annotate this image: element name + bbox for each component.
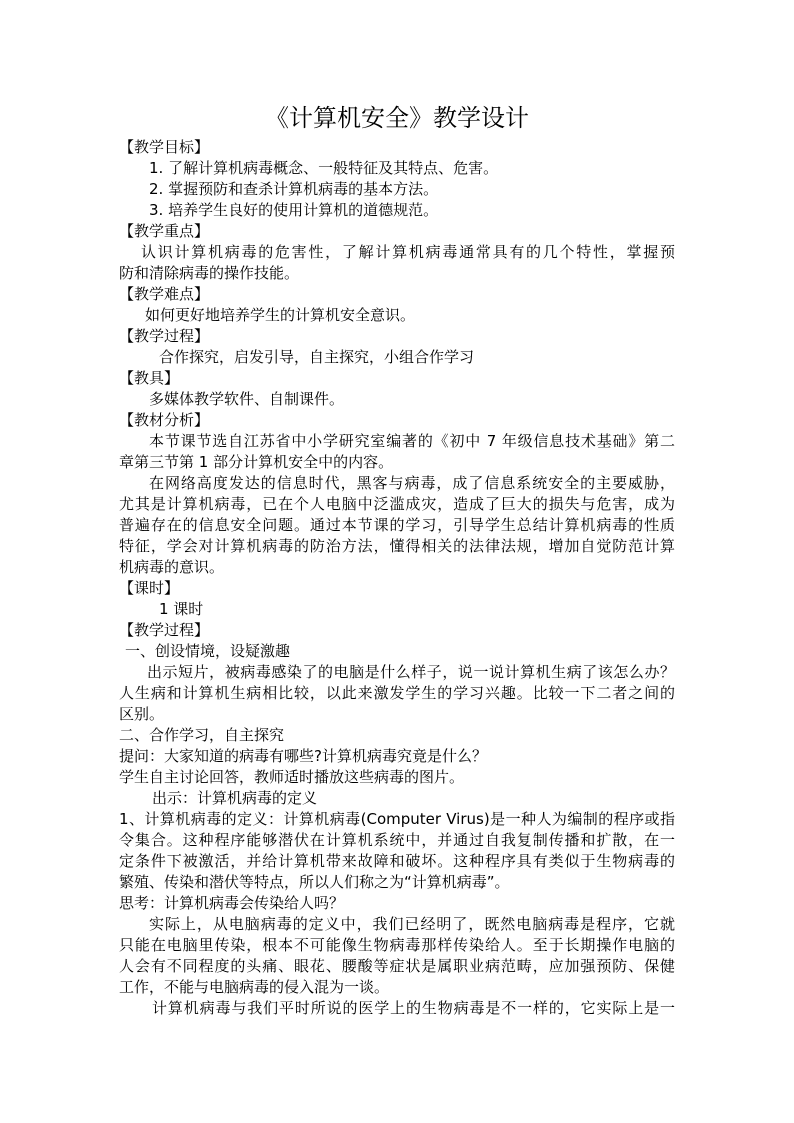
definition-text: 令集合。这种程序能够潜伏在计算机系统中，并通过自我复制传播和扩散，在一: [119, 831, 675, 849]
definition-text: 定条件下被激活，并给计算机带来故障和破坏。这种程序具有类似于生物病毒的: [119, 852, 675, 870]
process-heading: 【教学过程】: [119, 621, 210, 639]
definition-text: 1、计算机病毒的定义：计算机病毒(Computer Virus)是一种人为编制的程序或指: [119, 810, 675, 828]
analysis-text: 在网络高度发达的信息时代，黑客与病毒，成了信息系统安全的主要威胁，: [149, 474, 675, 492]
analysis-text: 本节课节选自江苏省中小学研究室编著的《初中 7 年级信息技术基础》第二: [149, 432, 675, 450]
section-text: 出示短片，被病毒感染了的电脑是什么样子，说一说计算机生病了该怎么办？: [147, 663, 675, 681]
difficulty-heading: 【教学难点】: [119, 285, 210, 303]
key-points-text: 认识计算机病毒的危害性，了解计算机病毒通常具有的几个特性，掌握预: [141, 243, 675, 261]
answer-text: 工作，不能与电脑病毒的侵入混为一谈。: [119, 978, 390, 996]
answer-text: 实际上，从电脑病毒的定义中，我们已经明了，既然电脑病毒是程序，它就: [149, 915, 675, 933]
key-points-text: 防和清除病毒的操作技能。: [119, 264, 300, 282]
section-title: 二、合作学习，自主探究: [119, 726, 285, 744]
analysis-text: 普遍存在的信息安全问题。通过本节课的学习，引导学生总结计算机病毒的性质: [119, 516, 675, 534]
question-text: 提问：大家知道的病毒有哪些?计算机病毒究竟是什么？: [119, 747, 487, 765]
analysis-text: 章第三节第 1 部分计算机安全中的内容。: [119, 453, 394, 471]
goal-item: 3. 培养学生良好的使用计算机的道德规范。: [149, 201, 439, 219]
goal-item: 1. 了解计算机病毒概念、一般特征及其特点、危害。: [149, 159, 499, 177]
goal-item: 2. 掌握预防和查杀计算机病毒的基本方法。: [149, 180, 439, 198]
discussion-text: 学生自主讨论回答，教师适时播放这些病毒的图片。: [119, 768, 465, 786]
section-text: 人生病和计算机生病相比较，以此来激发学生的学习兴趣。比较一下二者之间的: [119, 684, 675, 702]
key-points-heading: 【教学重点】: [119, 222, 210, 240]
think-text: 思考：计算机病毒会传染给人吗？: [119, 894, 345, 912]
process-methods-text: 合作探究，启发引导，自主探究，小组合作学习: [159, 348, 475, 366]
answer-text: 人会有不同程度的头痛、眼花、腰酸等症状是属职业病范畴，应加强预防、保健: [119, 957, 675, 975]
process-methods-heading: 【教学过程】: [119, 327, 210, 345]
show-text: 出示：计算机病毒的定义: [152, 789, 318, 807]
section-title: 一、创设情境，设疑激趣: [125, 642, 291, 660]
definition-text: 繁殖、传染和潜伏等特点，所以人们称之为“计算机病毒”。: [119, 873, 510, 891]
document-body: [119, 137, 675, 1019]
closing-text: 计算机病毒与我们平时所说的医学上的生物病毒是不一样的，它实际上是一: [152, 999, 675, 1017]
analysis-text: 尤其是计算机病毒，已在个人电脑中泛滥成灾，造成了巨大的损失与危害，成为: [119, 495, 675, 513]
document-title: 《计算机安全》教学设计: [265, 104, 529, 132]
section-text: 区别。: [119, 705, 165, 723]
hours-text: 1 课时: [159, 600, 204, 618]
goals-heading: 【教学目标】: [119, 138, 210, 156]
analysis-text: 机病毒的意识。: [119, 558, 225, 576]
hours-heading: 【课时】: [119, 579, 180, 597]
analysis-heading: 【教材分析】: [119, 411, 210, 429]
analysis-text: 特征，学会对计算机病毒的防治方法，懂得相关的法律法规，增加自觉防范计算: [119, 537, 675, 555]
tools-heading: 【教具】: [119, 369, 180, 387]
difficulty-text: 如何更好地培养学生的计算机安全意识。: [145, 306, 416, 324]
answer-text: 只能在电脑里传染，根本不可能像生物病毒那样传染给人。至于长期操作电脑的: [119, 936, 675, 954]
tools-text: 多媒体教学软件、自制课件。: [149, 390, 345, 408]
